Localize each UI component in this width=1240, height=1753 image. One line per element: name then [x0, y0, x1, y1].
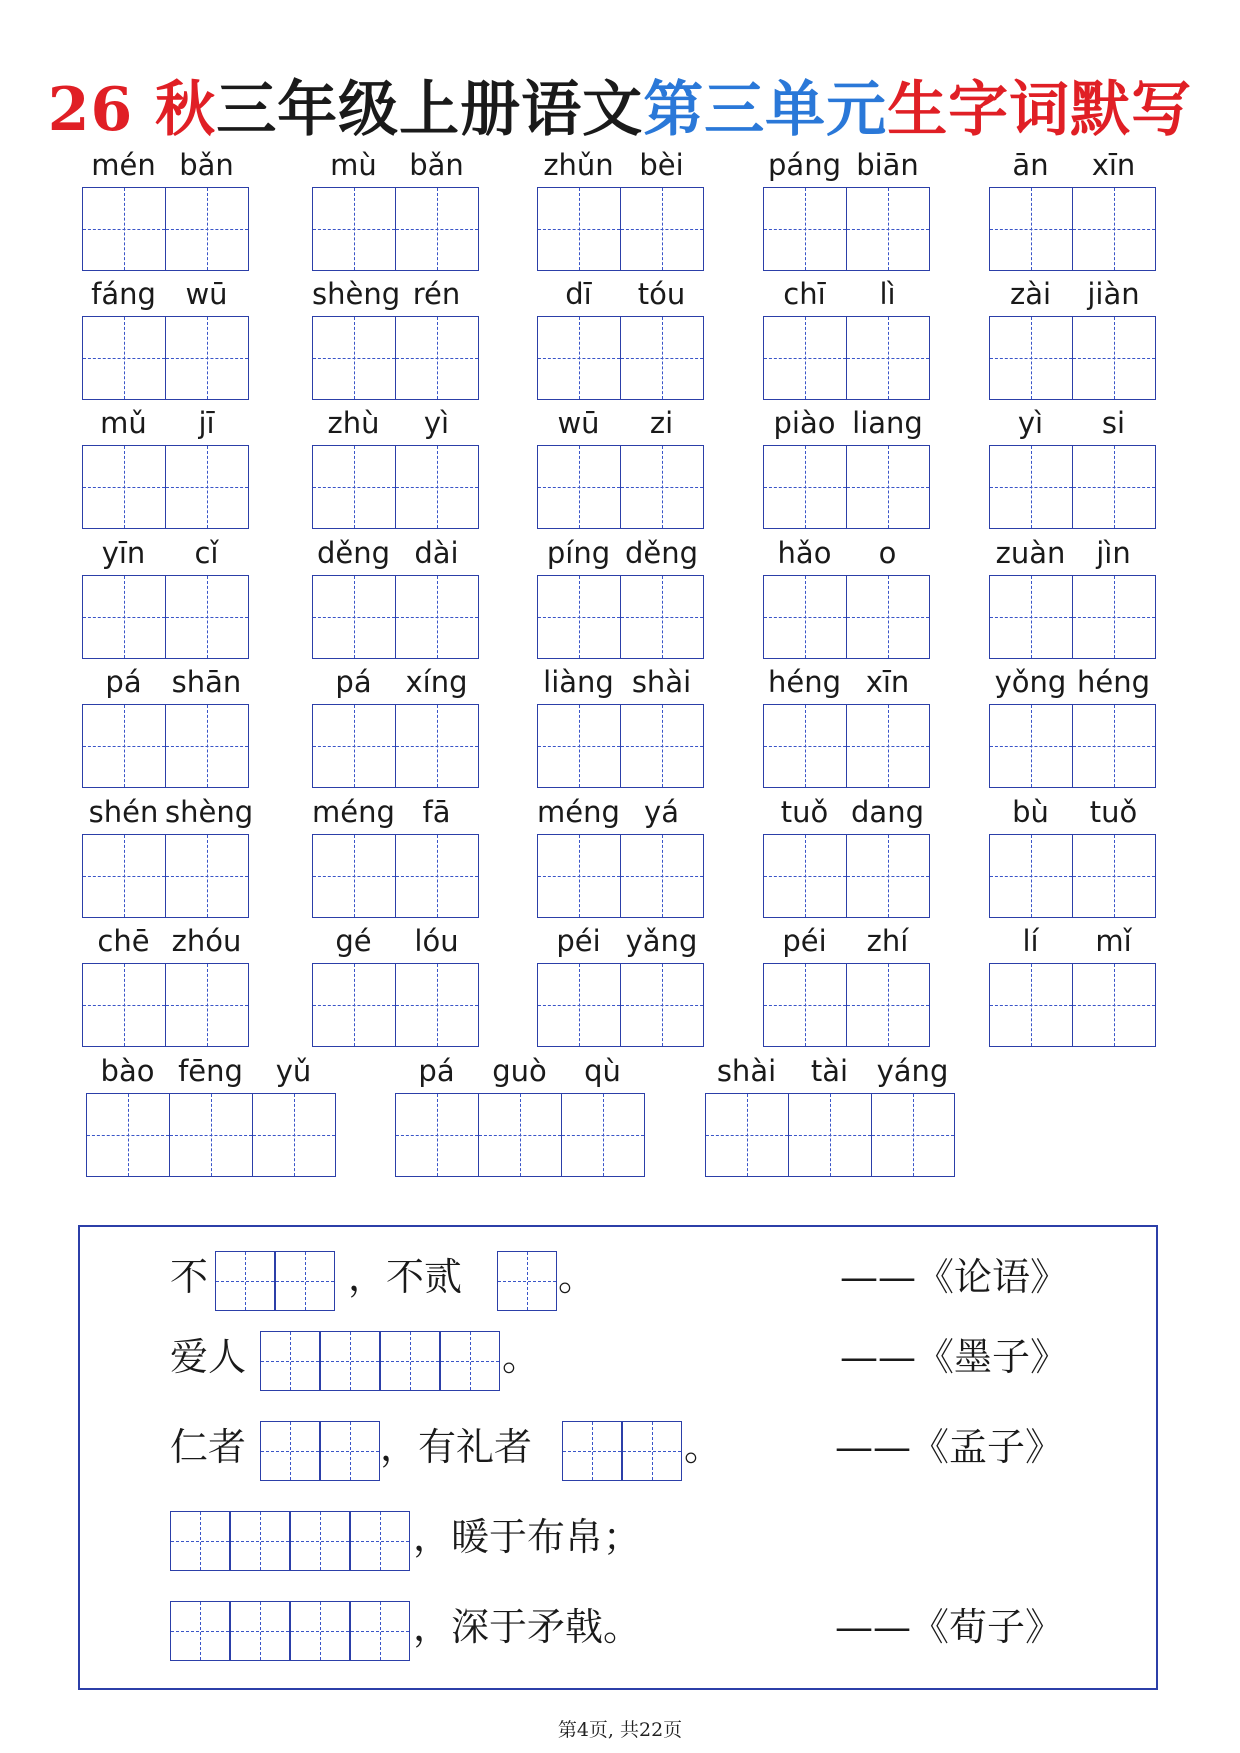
writing-box[interactable]	[763, 704, 847, 788]
writing-box[interactable]	[395, 834, 479, 918]
writing-box[interactable]	[82, 187, 166, 271]
writing-box[interactable]	[763, 445, 847, 529]
pinyin-label: zhǔn	[543, 148, 614, 182]
pinyin-label: shān	[171, 665, 242, 699]
title-part-1: 26 秋	[47, 75, 217, 145]
pinyin-label: xīn	[865, 665, 910, 699]
quote-3-source: ——《孟子》	[835, 1425, 1064, 1469]
pinyin-label: péi	[556, 924, 601, 958]
answer-box[interactable]	[622, 1421, 682, 1481]
quote-4-text: ，暖于布帛；	[413, 1515, 642, 1559]
writing-box[interactable]	[620, 963, 704, 1047]
writing-box[interactable]	[537, 704, 621, 788]
writing-box[interactable]	[1072, 963, 1156, 1047]
writing-box[interactable]	[846, 445, 930, 529]
writing-box[interactable]	[82, 963, 166, 1047]
pinyin-label: zi	[649, 406, 674, 440]
pinyin-label: gé	[335, 924, 372, 958]
pinyin-label: shèng	[312, 277, 401, 311]
pinyin-label: zhí	[866, 924, 909, 958]
writing-box[interactable]	[1072, 704, 1156, 788]
answer-box[interactable]	[260, 1331, 320, 1391]
quote-1-start: 不	[170, 1255, 209, 1299]
writing-box[interactable]	[763, 187, 847, 271]
writing-box[interactable]	[82, 316, 166, 400]
pinyin-label: chī	[783, 277, 826, 311]
writing-box[interactable]	[989, 704, 1073, 788]
answer-box[interactable]	[440, 1331, 500, 1391]
pinyin-label: zhóu	[171, 924, 242, 958]
writing-box[interactable]	[1072, 575, 1156, 659]
writing-box[interactable]	[537, 834, 621, 918]
pinyin-label: liàng	[543, 665, 614, 699]
writing-box[interactable]	[763, 575, 847, 659]
pinyin-label: yǔ	[275, 1054, 312, 1088]
answer-box[interactable]	[230, 1511, 290, 1571]
answer-box[interactable]	[215, 1251, 275, 1311]
pinyin-label: tuǒ	[1089, 795, 1138, 829]
pinyin-label: yáng	[876, 1054, 949, 1088]
pinyin-label: dī	[565, 277, 592, 311]
pinyin-label: pá	[335, 665, 372, 699]
writing-box[interactable]	[165, 704, 249, 788]
quote-panel	[78, 1225, 1158, 1690]
pinyin-label: bèi	[639, 148, 684, 182]
writing-box[interactable]	[165, 187, 249, 271]
writing-box[interactable]	[620, 187, 704, 271]
pinyin-label: chē	[97, 924, 150, 958]
writing-box[interactable]	[165, 834, 249, 918]
answer-box[interactable]	[230, 1601, 290, 1661]
writing-box[interactable]	[620, 316, 704, 400]
pinyin-label: xīn	[1091, 148, 1136, 182]
writing-box[interactable]	[989, 445, 1073, 529]
writing-box[interactable]	[763, 963, 847, 1047]
pinyin-label: rén	[412, 277, 461, 311]
pinyin-label: shèng	[165, 795, 254, 829]
writing-box[interactable]	[537, 187, 621, 271]
quote-3-end: 。	[684, 1425, 723, 1469]
writing-box[interactable]	[395, 187, 479, 271]
pinyin-label: héng	[1076, 665, 1150, 699]
pinyin-label: mù	[330, 148, 377, 182]
writing-box[interactable]	[846, 704, 930, 788]
writing-box[interactable]	[620, 445, 704, 529]
writing-box[interactable]	[871, 1093, 955, 1177]
pinyin-label: méng	[537, 795, 620, 829]
pinyin-label: mǔ	[100, 406, 147, 440]
writing-box[interactable]	[620, 834, 704, 918]
writing-box[interactable]	[763, 316, 847, 400]
writing-box[interactable]	[395, 445, 479, 529]
writing-box[interactable]	[1072, 316, 1156, 400]
pinyin-label: liang	[852, 406, 923, 440]
writing-box[interactable]	[846, 963, 930, 1047]
pinyin-label: zài	[1009, 277, 1052, 311]
pinyin-label: bǎn	[179, 148, 234, 182]
pinyin-label: mén	[91, 148, 156, 182]
quote-2-end: 。	[502, 1335, 541, 1379]
writing-box[interactable]	[169, 1093, 253, 1177]
writing-box[interactable]	[312, 834, 396, 918]
writing-box[interactable]	[252, 1093, 336, 1177]
pinyin-label: méng	[312, 795, 395, 829]
writing-box[interactable]	[989, 316, 1073, 400]
pinyin-label: lóu	[414, 924, 459, 958]
pinyin-label: bào	[100, 1054, 155, 1088]
answer-box[interactable]	[260, 1421, 320, 1481]
pinyin-label: yá	[644, 795, 679, 829]
writing-box[interactable]	[846, 187, 930, 271]
answer-box[interactable]	[497, 1251, 557, 1311]
writing-box[interactable]	[395, 316, 479, 400]
pinyin-label: piào	[773, 406, 836, 440]
writing-box[interactable]	[846, 316, 930, 400]
writing-box[interactable]	[165, 963, 249, 1047]
writing-box[interactable]	[478, 1093, 562, 1177]
writing-box[interactable]	[788, 1093, 872, 1177]
writing-box[interactable]	[537, 575, 621, 659]
pinyin-label: tóu	[637, 277, 686, 311]
pinyin-label: guò	[492, 1054, 547, 1088]
pinyin-label: shài	[631, 665, 692, 699]
pinyin-label: mǐ	[1095, 924, 1132, 958]
pinyin-label: xíng	[405, 665, 468, 699]
pinyin-label: zuàn	[995, 536, 1066, 570]
pinyin-label: píng	[546, 536, 611, 570]
writing-box[interactable]	[165, 445, 249, 529]
pinyin-label: tài	[810, 1054, 849, 1088]
writing-box[interactable]	[165, 575, 249, 659]
writing-box[interactable]	[395, 1093, 479, 1177]
pinyin-label: yīn	[101, 536, 146, 570]
pinyin-label: bǎn	[409, 148, 464, 182]
writing-box[interactable]	[82, 834, 166, 918]
title-part-3: 第三单元	[643, 75, 888, 145]
writing-box[interactable]	[395, 575, 479, 659]
pinyin-label: shài	[716, 1054, 777, 1088]
page-footer: 第4页, 共22页	[557, 1719, 683, 1741]
writing-box[interactable]	[846, 575, 930, 659]
writing-box[interactable]	[763, 834, 847, 918]
pinyin-label: wū	[557, 406, 600, 440]
writing-box[interactable]	[620, 575, 704, 659]
writing-box[interactable]	[537, 963, 621, 1047]
pinyin-label: shén	[88, 795, 159, 829]
writing-box[interactable]	[705, 1093, 789, 1177]
page-title	[0, 62, 1240, 148]
answer-box[interactable]	[275, 1251, 335, 1311]
writing-box[interactable]	[312, 704, 396, 788]
pinyin-label: hǎo	[777, 536, 832, 570]
pinyin-label: lì	[879, 277, 896, 311]
pinyin-label: děng	[316, 536, 391, 570]
pinyin-label: bù	[1012, 795, 1049, 829]
quote-1-source: ——《论语》	[840, 1255, 1069, 1299]
pinyin-label: fáng	[91, 277, 156, 311]
pinyin-label: zhù	[327, 406, 380, 440]
pinyin-label: ān	[1012, 148, 1049, 182]
writing-box[interactable]	[1072, 187, 1156, 271]
pinyin-label: pá	[105, 665, 142, 699]
answer-box[interactable]	[290, 1601, 350, 1661]
answer-box[interactable]	[562, 1421, 622, 1481]
pinyin-label: fēng	[178, 1054, 243, 1088]
title-part-2: 三年级上册语文	[216, 75, 644, 145]
pinyin-label: cǐ	[194, 536, 219, 570]
answer-box[interactable]	[320, 1421, 380, 1481]
pinyin-label: tuǒ	[780, 795, 829, 829]
writing-box[interactable]	[312, 445, 396, 529]
pinyin-label: děng	[624, 536, 699, 570]
writing-box[interactable]	[537, 445, 621, 529]
pinyin-label: qù	[584, 1054, 621, 1088]
pinyin-label: wū	[185, 277, 228, 311]
quote-1-middle: ，不贰	[348, 1255, 463, 1299]
quote-2-source: ——《墨子》	[840, 1335, 1069, 1379]
writing-box[interactable]	[537, 316, 621, 400]
pinyin-label: pá	[418, 1054, 455, 1088]
pinyin-label: biān	[856, 148, 919, 182]
answer-box[interactable]	[380, 1331, 440, 1391]
pinyin-label: dài	[414, 536, 459, 570]
writing-box[interactable]	[312, 187, 396, 271]
pinyin-label: héng	[767, 665, 841, 699]
writing-box[interactable]	[395, 704, 479, 788]
writing-box[interactable]	[395, 963, 479, 1047]
answer-box[interactable]	[350, 1601, 410, 1661]
pinyin-label: jī	[198, 406, 215, 440]
quote-1-end: 。	[558, 1255, 597, 1299]
writing-box[interactable]	[165, 316, 249, 400]
quote-5-source: ——《荀子》	[835, 1605, 1064, 1649]
writing-box[interactable]	[312, 316, 396, 400]
pinyin-label: lí	[1022, 924, 1039, 958]
title-part-4: 生字词默写	[887, 75, 1193, 145]
pinyin-label: péi	[782, 924, 827, 958]
writing-box[interactable]	[989, 963, 1073, 1047]
writing-box[interactable]	[312, 575, 396, 659]
pinyin-label: yì	[423, 406, 450, 440]
answer-box[interactable]	[170, 1511, 230, 1571]
writing-box[interactable]	[86, 1093, 170, 1177]
writing-box[interactable]	[989, 834, 1073, 918]
writing-box[interactable]	[989, 575, 1073, 659]
pinyin-label: yǎng	[625, 924, 698, 958]
writing-box[interactable]	[620, 704, 704, 788]
writing-box[interactable]	[1072, 834, 1156, 918]
pinyin-label: yì	[1017, 406, 1044, 440]
writing-box[interactable]	[1072, 445, 1156, 529]
pinyin-label: jìn	[1096, 536, 1131, 570]
quote-2-start: 爱人	[170, 1335, 247, 1379]
pinyin-label: si	[1101, 406, 1126, 440]
pinyin-label: fā	[422, 795, 451, 829]
pinyin-label: páng	[768, 148, 841, 182]
answer-box[interactable]	[170, 1601, 230, 1661]
answer-box[interactable]	[320, 1331, 380, 1391]
writing-box[interactable]	[561, 1093, 645, 1177]
answer-box[interactable]	[290, 1511, 350, 1571]
writing-box[interactable]	[312, 963, 396, 1047]
writing-box[interactable]	[989, 187, 1073, 271]
writing-box[interactable]	[846, 834, 930, 918]
answer-box[interactable]	[350, 1511, 410, 1571]
quote-3-middle: ，有礼者	[380, 1425, 533, 1469]
pinyin-label: dang	[851, 795, 924, 829]
quote-3-start: 仁者	[170, 1425, 247, 1469]
pinyin-label: yǒng	[994, 665, 1067, 699]
writing-box[interactable]	[82, 704, 166, 788]
writing-box[interactable]	[82, 445, 166, 529]
writing-box[interactable]	[82, 575, 166, 659]
quote-5-text: ，深于矛戟。	[413, 1605, 642, 1649]
pinyin-label: o	[878, 536, 897, 570]
pinyin-label: jiàn	[1087, 277, 1140, 311]
